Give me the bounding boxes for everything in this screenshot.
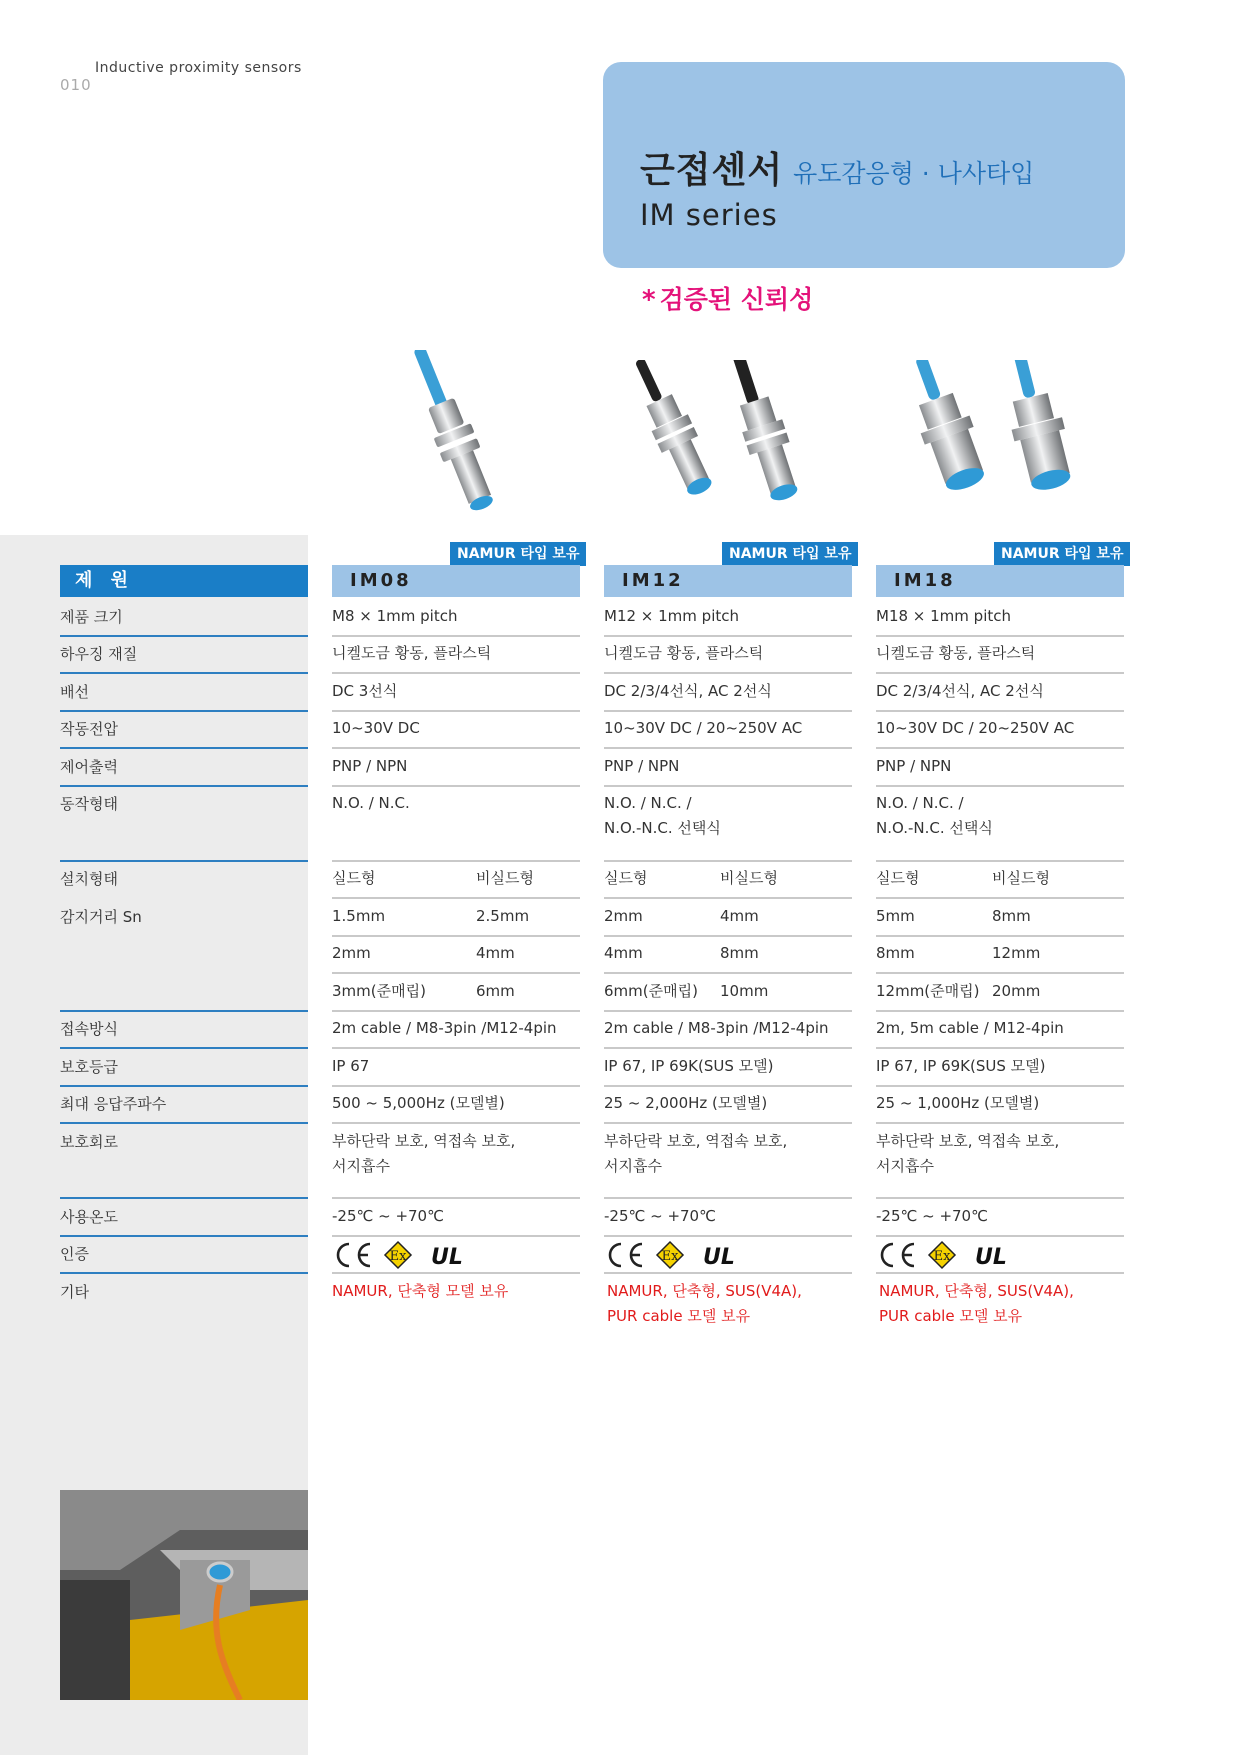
im12-sense-b-3: 10mm [720, 982, 769, 1000]
row-divider [876, 1197, 1124, 1199]
row-divider [604, 1047, 852, 1049]
row-divider [604, 935, 852, 937]
row-divider [604, 1085, 852, 1087]
im18-temperature: -25℃ ~ +70℃ [876, 1207, 988, 1225]
im08-wiring: DC 3선식 [332, 682, 398, 700]
im08-mount-unshielded: 비실드형 [476, 869, 534, 887]
im08-frequency: 500 ~ 5,000Hz (모델별) [332, 1094, 505, 1112]
im12-sense-a-2: 4mm [604, 944, 643, 962]
label-divider [60, 1197, 308, 1199]
im12-note-1: NAMUR, 단축형, SUS(V4A), [607, 1282, 802, 1300]
row-label-frequency: 최대 응답주파수 [60, 1095, 167, 1113]
label-divider [60, 1047, 308, 1049]
row-divider [604, 1122, 852, 1124]
namur-badge-im12: NAMUR 타입 보유 [722, 542, 858, 566]
hero-subtitle: 유도감응형 · 나사타입 [793, 159, 1035, 188]
im18-sense-a-2: 8mm [876, 944, 915, 962]
row-divider [876, 710, 1124, 712]
label-divider [60, 785, 308, 787]
im12-frequency: 25 ~ 2,000Hz (모델별) [604, 1094, 768, 1112]
row-divider [604, 1197, 852, 1199]
im18-operation-1: N.O. / N.C. / [876, 794, 964, 812]
ce-mark-icon [338, 1244, 370, 1266]
im12-mount-shielded: 실드형 [604, 869, 648, 887]
tagline [642, 280, 813, 316]
im08-sense-b-1: 2.5mm [476, 907, 530, 925]
ex-mark-icon [385, 1242, 411, 1268]
im12-temperature: -25℃ ~ +70℃ [604, 1207, 716, 1225]
label-divider [60, 1085, 308, 1087]
application-illustration [60, 1490, 308, 1700]
section-title: Inductive proximity sensors [95, 60, 302, 76]
im12-circuit-2: 서지흡수 [604, 1157, 662, 1175]
im18-note-1: NAMUR, 단축형, SUS(V4A), [879, 1282, 1074, 1300]
row-label-circuit: 보호회로 [60, 1133, 118, 1151]
row-divider [876, 672, 1124, 674]
row-divider [332, 860, 580, 862]
ce-mark-icon [610, 1244, 642, 1266]
row-divider [332, 897, 580, 899]
hero-series: IM series [640, 198, 778, 232]
im18-size: M18 × 1mm pitch [876, 607, 1011, 625]
ex-mark-icon [929, 1242, 955, 1268]
row-divider [876, 1122, 1124, 1124]
ce-mark-icon [882, 1244, 914, 1266]
im08-sense-b-3: 6mm [476, 982, 515, 1000]
hero-title-text: 근접센서 [640, 150, 784, 191]
im08-size: M8 × 1mm pitch [332, 607, 458, 625]
row-divider [604, 1010, 852, 1012]
row-divider [332, 672, 580, 674]
row-divider [876, 1235, 1124, 1237]
im12-sense-b-1: 4mm [720, 907, 759, 925]
row-divider [876, 1085, 1124, 1087]
label-divider [60, 747, 308, 749]
im08-sense-a-1: 1.5mm [332, 907, 386, 925]
label-divider [60, 1010, 308, 1012]
spec-header: 제 원 [60, 565, 308, 597]
im18-sense-b-3: 20mm [992, 982, 1041, 1000]
row-divider [876, 747, 1124, 749]
im18-certification-marks [876, 1240, 1026, 1270]
row-divider [876, 972, 1124, 974]
im08-connection: 2m cable / M8-3pin /M12-4pin [332, 1019, 557, 1037]
svg-text:UL: UL [703, 1245, 735, 1270]
row-divider [876, 1010, 1124, 1012]
im18-mount-shielded: 실드형 [876, 869, 920, 887]
row-label-certification: 인증 [60, 1245, 89, 1263]
page-number: 010 [60, 76, 92, 94]
im12-housing: 니켈도금 황동, 플라스틱 [604, 644, 764, 662]
im18-housing: 니켈도금 황동, 플라스틱 [876, 644, 1036, 662]
im18-sense-a-1: 5mm [876, 907, 915, 925]
row-label-operation: 동작형태 [60, 795, 118, 813]
label-divider [60, 1235, 308, 1237]
im08-sense-a-3: 3mm(준매립) [332, 982, 426, 1000]
label-divider [60, 635, 308, 637]
im18-circuit-1: 부하단락 보호, 역접속 보호, [876, 1132, 1060, 1150]
row-divider [876, 860, 1124, 862]
im18-sense-b-1: 8mm [992, 907, 1031, 925]
im08-operation: N.O. / N.C. [332, 794, 410, 812]
im12-operation-1: N.O. / N.C. / [604, 794, 692, 812]
label-divider [60, 1272, 308, 1274]
im12-note-2: PUR cable 모델 보유 [607, 1307, 751, 1325]
im08-circuit-1: 부하단락 보호, 역접속 보호, [332, 1132, 516, 1150]
label-divider [60, 860, 308, 862]
im12-sense-a-3: 6mm(준매립) [604, 982, 698, 1000]
im18-frequency: 25 ~ 1,000Hz (모델별) [876, 1094, 1040, 1112]
row-label-sensing-distance: 감지거리 Sn [60, 908, 142, 926]
im18-connection: 2m, 5m cable / M12-4pin [876, 1019, 1064, 1037]
row-divider [876, 935, 1124, 937]
im18-sense-a-3: 12mm(준매립) [876, 982, 980, 1000]
svg-text:UL: UL [431, 1245, 463, 1270]
im08-temperature: -25℃ ~ +70℃ [332, 1207, 444, 1225]
im12-output: PNP / NPN [604, 757, 680, 775]
label-divider [60, 1122, 308, 1124]
namur-badge-im08: NAMUR 타입 보유 [450, 542, 586, 566]
im08-protection: IP 67 [332, 1057, 370, 1075]
im08-sense-b-2: 4mm [476, 944, 515, 962]
im08-note-1: NAMUR, 단축형 모델 보유 [332, 1282, 509, 1300]
im08-sense-a-2: 2mm [332, 944, 371, 962]
row-divider [604, 1235, 852, 1237]
im18-product-image [895, 360, 1105, 510]
im12-mount-unshielded: 비실드형 [720, 869, 778, 887]
tagline-star: * [642, 285, 656, 315]
im12-voltage: 10~30V DC / 20~250V AC [604, 719, 803, 737]
ul-mark-icon [431, 1245, 463, 1270]
row-label-etc: 기타 [60, 1283, 89, 1301]
svg-text:Ex: Ex [933, 1249, 951, 1264]
row-divider [332, 1122, 580, 1124]
tagline-text: 검증된 신뢰성 [659, 285, 814, 314]
model-header-im08: IM08 [332, 565, 580, 597]
ex-mark-icon [657, 1242, 683, 1268]
row-label-output: 제어출력 [60, 758, 118, 776]
row-divider [604, 672, 852, 674]
row-divider [876, 785, 1124, 787]
row-divider [604, 897, 852, 899]
im12-wiring: DC 2/3/4선식, AC 2선식 [604, 682, 772, 700]
im12-operation-2: N.O.-N.C. 선택식 [604, 819, 721, 837]
row-divider [604, 1272, 852, 1274]
im12-sense-a-1: 2mm [604, 907, 643, 925]
row-divider [332, 747, 580, 749]
label-divider [60, 710, 308, 712]
svg-text:Ex: Ex [389, 1249, 407, 1264]
im18-protection: IP 67, IP 69K(SUS 모델) [876, 1057, 1046, 1075]
model-header-im12: IM12 [604, 565, 852, 597]
row-divider [332, 635, 580, 637]
im08-output: PNP / NPN [332, 757, 408, 775]
im18-circuit-2: 서지흡수 [876, 1157, 934, 1175]
row-divider [332, 1047, 580, 1049]
row-label-protection: 보호등급 [60, 1058, 118, 1076]
row-label-temperature: 사용온도 [60, 1208, 118, 1226]
im12-product-image [620, 360, 830, 510]
label-divider [60, 672, 308, 674]
row-divider [876, 1047, 1124, 1049]
row-divider [604, 710, 852, 712]
row-divider [332, 1085, 580, 1087]
im08-housing: 니켈도금 황동, 플라스틱 [332, 644, 492, 662]
im08-mount-shielded: 실드형 [332, 869, 376, 887]
im12-protection: IP 67, IP 69K(SUS 모델) [604, 1057, 774, 1075]
im12-connection: 2m cable / M8-3pin /M12-4pin [604, 1019, 829, 1037]
im18-sense-b-2: 12mm [992, 944, 1041, 962]
row-divider [332, 1010, 580, 1012]
row-divider [604, 785, 852, 787]
im12-certification-marks [604, 1240, 754, 1270]
row-divider [332, 935, 580, 937]
hero-title [640, 142, 1034, 193]
im12-size: M12 × 1mm pitch [604, 607, 739, 625]
im18-voltage: 10~30V DC / 20~250V AC [876, 719, 1075, 737]
row-label-wiring: 배선 [60, 683, 89, 701]
im18-note-2: PUR cable 모델 보유 [879, 1307, 1023, 1325]
im08-circuit-2: 서지흡수 [332, 1157, 390, 1175]
row-divider [332, 1235, 580, 1237]
row-label-connection: 접속방식 [60, 1020, 118, 1038]
row-divider [604, 972, 852, 974]
im18-wiring: DC 2/3/4선식, AC 2선식 [876, 682, 1044, 700]
row-divider [332, 785, 580, 787]
row-divider [876, 1272, 1124, 1274]
im18-operation-2: N.O.-N.C. 선택식 [876, 819, 993, 837]
im08-voltage: 10~30V DC [332, 719, 420, 737]
row-label-size: 제품 크기 [60, 608, 123, 626]
row-divider [604, 747, 852, 749]
im12-sense-b-2: 8mm [720, 944, 759, 962]
ul-mark-icon [975, 1245, 1007, 1270]
row-divider [332, 1197, 580, 1199]
row-divider [876, 897, 1124, 899]
row-divider [332, 972, 580, 974]
row-label-housing: 하우징 재질 [60, 645, 138, 663]
ul-mark-icon [703, 1245, 735, 1270]
im08-product-image [370, 350, 540, 520]
row-label-voltage: 작동전압 [60, 720, 118, 738]
row-divider [604, 860, 852, 862]
im18-mount-unshielded: 비실드형 [992, 869, 1050, 887]
im12-circuit-1: 부하단락 보호, 역접속 보호, [604, 1132, 788, 1150]
im08-certification-marks [332, 1240, 482, 1270]
row-divider [332, 710, 580, 712]
row-label-mounting: 설치형태 [60, 870, 118, 888]
svg-text:Ex: Ex [661, 1249, 679, 1264]
model-header-im18: IM18 [876, 565, 1124, 597]
row-divider [332, 1272, 580, 1274]
row-divider [876, 635, 1124, 637]
row-divider [604, 635, 852, 637]
im18-output: PNP / NPN [876, 757, 952, 775]
svg-text:UL: UL [975, 1245, 1007, 1270]
namur-badge-im18: NAMUR 타입 보유 [994, 542, 1130, 566]
